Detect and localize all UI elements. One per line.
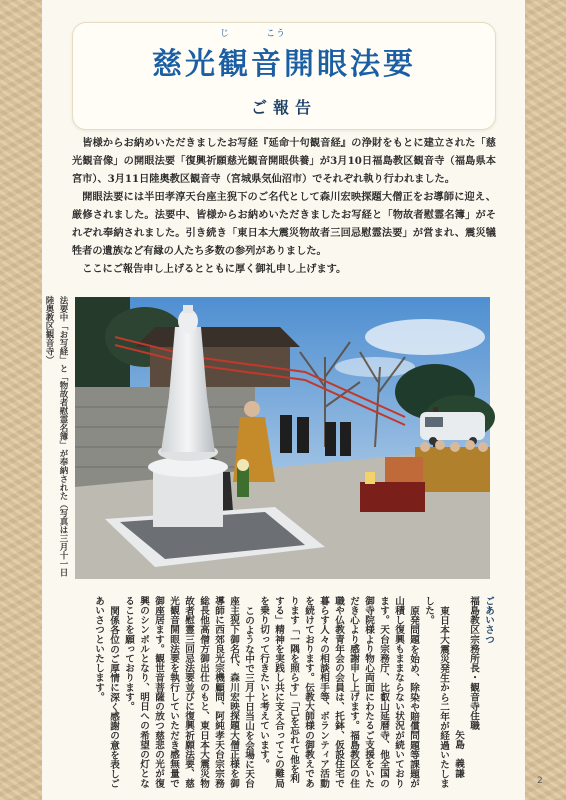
title-ruby-ji: じ	[220, 29, 231, 39]
title-ruby-kou: こう	[266, 29, 287, 39]
intro-text	[72, 134, 496, 278]
intro-paragraph-3: ここにご報告申し上げるとともに厚く御礼申し上げます。	[82, 263, 347, 275]
page-title: 慈光観音開眼法要	[152, 47, 416, 82]
page	[42, 0, 543, 800]
intro-paragraph-2: 開眼法要には半田孝淳天台座主猊下のご名代として森川宏映探題大僧正をお導師に迎え、厳修されました。法要中、皆様からお納めいただきましたお写経と「物故者慰霊名簿」がそれぞれ奉納されました。引き続き「東日本大震災物故者三回忌慰霊法要」が営まれ、震災犠牲者の遺族など有縁の人たち多数の参列がありました。	[72, 191, 496, 257]
greeting-paragraph: このような中で三月十日当山を会場に天台座主猊下御名代、森川宏映探題大僧正様を御導師に西郊良光宗機顧問、阿純孝天台宗宗務総長他高僧方御出仕のもと、東日本大震災物故者慰霊三回忌法要並びに復興祈願法要、慈光観音開眼法要を執行していただき感無量で御座居ます。観世音菩薩の放つ慈悲の光が復興のシンボルとなり、明日への希望の灯となることを願っております。	[123, 596, 254, 788]
intro-paragraph-1: 皆様からお納めいただきましたお写経『延命十句観音経』の浄財をもとに建立された「慈光観音像」の開眼法要「復興祈願慈光観音開眼供養」が3月10日福島教区観音寺（福島県本宮市）、3月11日陸奥教区観音寺（宮城県気仙沼市）でそれぞれ執り行われました。	[72, 137, 496, 185]
ceremony-photo	[75, 297, 490, 579]
ceremony-photo-illustration	[75, 297, 490, 579]
greeting-heading: ごあいさつ	[483, 596, 494, 644]
greeting-name: 矢島 義謙	[453, 730, 464, 779]
greeting-role: 福島教区宗務所長・観音寺住職	[468, 596, 479, 731]
greeting-paragraph: 原発問題を始め、除染や賠償問題等課題が山積し復興もままならない状況が続いております。天台宗務庁、比叡山延暦寺、他全国の御寺院様より物心両面にわたるご支援をいただき心より感謝申し上げます。福島教区の住職や仏教青年会の会員は、托鉢、仮設住宅で暮らす人々の相談相手等、ボランティア活動を続けております。伝教大師様の御教えであります「一隅を照らす」「己を忘れて他を利する」精神を実践し共に支え合ってこの難局を乗り切って行きたいと考えています。	[258, 596, 419, 788]
greeting-paragraph: 東日本大震災発生から二年が経過いたしました。	[423, 596, 449, 788]
page-subtitle: ご報告	[250, 98, 317, 117]
greeting-column	[78, 596, 496, 792]
page-number: 2	[537, 776, 543, 786]
title-box	[72, 22, 496, 130]
greeting-paragraph: 関係各位のご厚情に深く感謝の意を表しごあいさつといたします。	[93, 596, 119, 788]
photo-caption: 法要中「お写経」と「物故者慰霊名簿」が奉納された（写真は三月十一日 陸奥教区観音寺）	[44, 296, 68, 585]
